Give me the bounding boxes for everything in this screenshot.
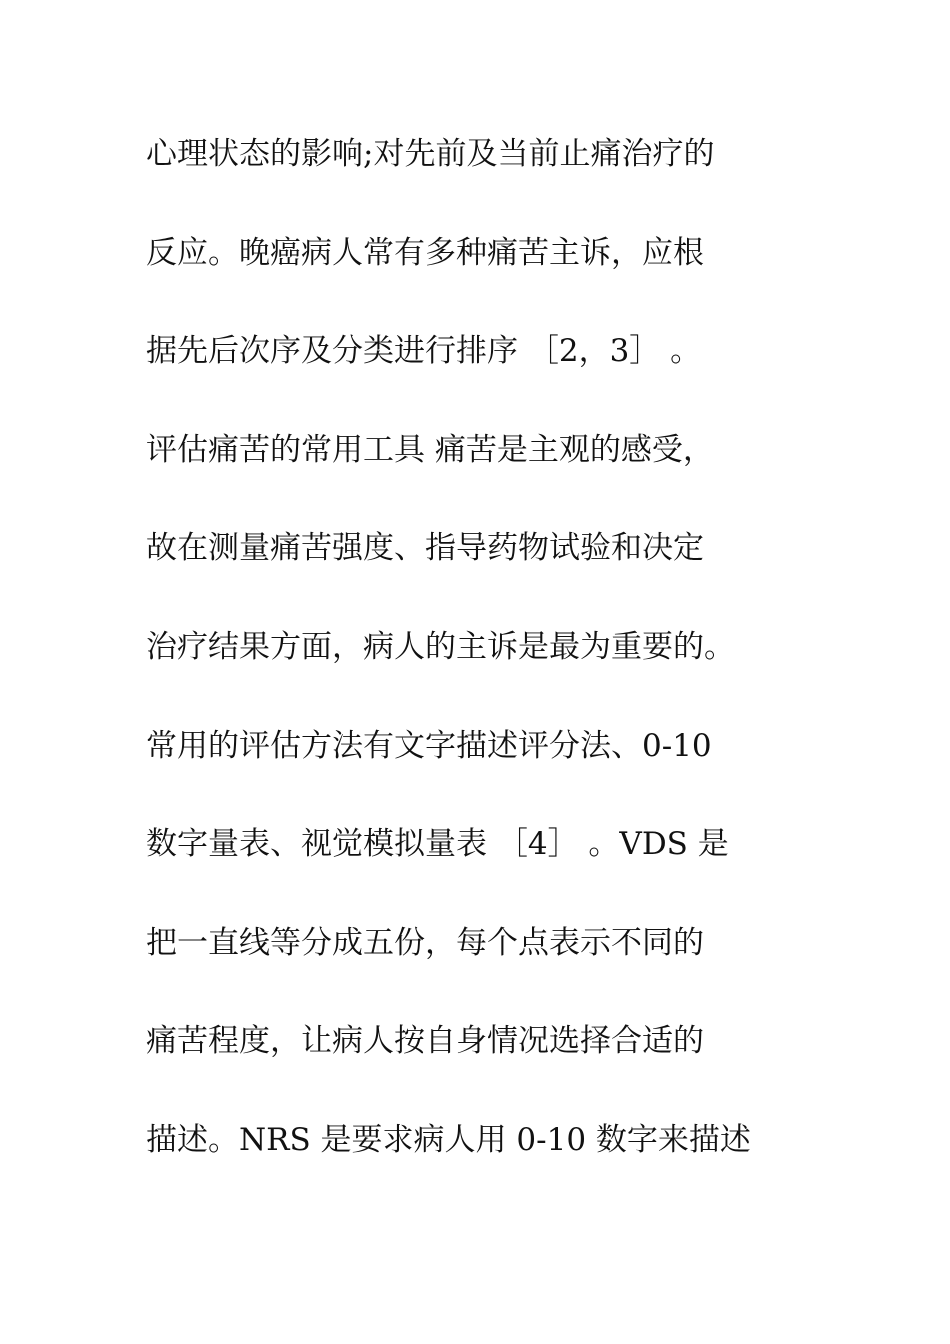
text-line: 反应。晚癌病人常有多种痛苦主诉，应根 bbox=[146, 234, 704, 271]
text-line: 评估痛苦的常用工具 痛苦是主观的感受， bbox=[146, 431, 714, 468]
text-line: 故在测量痛苦强度、指导药物试验和决定 bbox=[146, 530, 704, 567]
text-line: 常用的评估方法有文字描述评分法、0-10 bbox=[146, 727, 712, 764]
text-line: 描述。NRS 是要求病人用 0-10 数字来描述 bbox=[146, 1121, 751, 1158]
text-line: 治疗结果方面，病人的主诉是最为重要的。 bbox=[146, 628, 735, 665]
text-line: 把一直线等分成五份，每个点表示不同的 bbox=[146, 924, 704, 961]
body-text bbox=[146, 126, 826, 1211]
text-line: 心理状态的影响;对先前及当前止痛治疗的 bbox=[146, 136, 715, 172]
text-line: 痛苦程度，让病人按自身情况选择合适的 bbox=[146, 1023, 704, 1060]
text-line: 据先后次序及分类进行排序 ［2，3］ 。 bbox=[146, 333, 702, 370]
text-line: 数字量表、视觉模拟量表 ［4］ 。VDS 是 bbox=[146, 826, 729, 863]
